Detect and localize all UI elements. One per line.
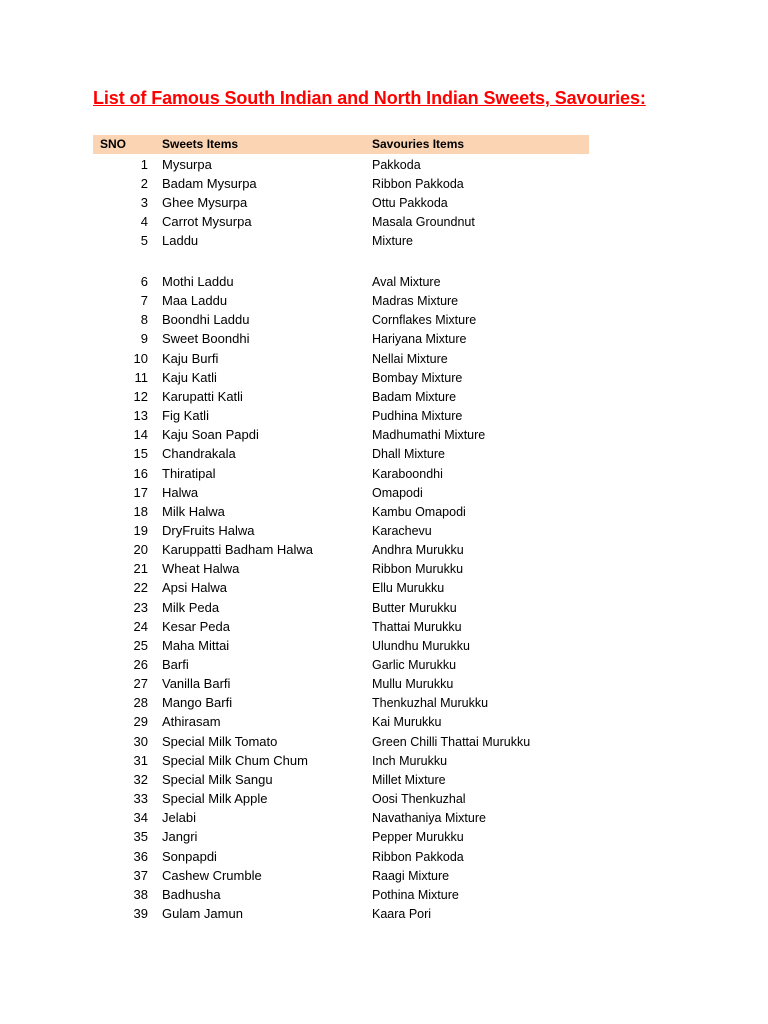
- cell-sno: 22: [133, 580, 148, 596]
- cell-savoury-item: Karaboondhi: [372, 466, 443, 481]
- cell-sweet-item: Mothi Laddu: [162, 274, 234, 289]
- cell-sno: 5: [140, 233, 148, 249]
- table-row: [93, 427, 589, 446]
- cell-sweet-item: Special Milk Sangu: [162, 771, 273, 787]
- cell-savoury-item: Aval Mixture: [372, 275, 441, 289]
- table-row: [93, 753, 589, 772]
- cell-sweet-item: Mango Barfi: [162, 695, 233, 711]
- cell-sno: 16: [133, 465, 148, 481]
- cell-sweet-item: Chandrakala: [162, 446, 236, 462]
- table-row: [93, 504, 589, 523]
- cell-savoury-item: Madras Mixture: [372, 294, 459, 309]
- cell-sno: 26: [133, 657, 148, 672]
- cell-savoury-item: Garlic Murukku: [372, 658, 457, 672]
- cell-savoury-item: Ribbon Murukku: [372, 562, 464, 577]
- cell-sweet-item: Cashew Crumble: [162, 867, 262, 883]
- cell-sno: 11: [134, 369, 148, 385]
- cell-savoury-item: Mullu Murukku: [372, 677, 454, 692]
- table-row: [93, 638, 589, 657]
- cell-sweet-item: Badhusha: [162, 886, 221, 902]
- table-row: [93, 485, 589, 504]
- cell-savoury-item: Ulundhu Murukku: [372, 638, 470, 653]
- cell-sweet-item: Gulam Jamun: [162, 905, 243, 921]
- cell-savoury-item: Ellu Murukku: [372, 581, 445, 596]
- table-row: [93, 887, 589, 906]
- table-row: [93, 868, 589, 887]
- cell-sno: 14: [133, 427, 148, 443]
- cell-sweet-item: Special Milk Apple: [162, 791, 268, 807]
- cell-savoury-item: Hariyana Mixture: [372, 332, 467, 347]
- cell-savoury-item: Madhumathi Mixture: [372, 428, 486, 443]
- cell-savoury-item: Andhra Murukku: [372, 543, 464, 558]
- cell-sno: 31: [133, 752, 148, 768]
- cell-savoury-item: Green Chilli Thattai Murukku: [372, 734, 531, 749]
- table-row: [93, 408, 589, 427]
- cell-savoury-item: Raagi Mixture: [372, 868, 450, 883]
- page-title: List of Famous South Indian and North Indian Sweets, Savouries:: [93, 88, 646, 108]
- table-row: [93, 466, 589, 485]
- cell-sno: 30: [133, 733, 148, 749]
- cell-sno: 2: [140, 176, 148, 192]
- cell-sweet-item: Special Milk Chum Chum: [162, 752, 308, 768]
- cell-sweet-item: Vanilla Barfi: [162, 676, 231, 692]
- cell-sweet-item: Mysurpa: [162, 157, 212, 172]
- cell-sno: 19: [133, 522, 148, 538]
- table-row: [93, 331, 589, 350]
- cell-savoury-item: Dhall Mixture: [372, 447, 445, 462]
- cell-sweet-item: Jelabi: [162, 810, 196, 826]
- cell-sno: 1: [140, 157, 148, 172]
- cell-sno: 32: [133, 771, 148, 787]
- cell-sno: 15: [133, 446, 148, 462]
- cell-sweet-item: Badam Mysurpa: [162, 176, 257, 192]
- cell-savoury-item: Thattai Murukku: [372, 619, 462, 634]
- cell-sno: 23: [133, 599, 148, 615]
- table-row: [93, 446, 589, 465]
- cell-sno: 34: [133, 810, 148, 826]
- cell-sno: 12: [133, 388, 148, 404]
- cell-savoury-item: Butter Murukku: [372, 600, 457, 615]
- cell-sno: 4: [140, 214, 148, 230]
- table-row: [93, 370, 589, 389]
- table-row: [93, 829, 589, 848]
- table-row: [93, 734, 589, 753]
- table-row: [93, 619, 589, 638]
- cell-sno: 33: [133, 791, 148, 807]
- cell-savoury-item: Ribbon Pakkoda: [372, 177, 464, 192]
- table-row: [93, 849, 589, 868]
- cell-sno: 35: [133, 829, 148, 845]
- cell-sweet-item: Maa Laddu: [162, 293, 228, 309]
- cell-savoury-item: Mixture: [372, 234, 413, 249]
- cell-sweet-item: Kaju Katli: [162, 369, 217, 385]
- cell-savoury-item: Masala Groundnut: [372, 215, 475, 230]
- table-row: [93, 600, 589, 619]
- table-row: [93, 351, 589, 370]
- cell-savoury-item: Oosi Thenkuzhal: [372, 792, 466, 807]
- table-row: [93, 714, 589, 733]
- table-row: [93, 176, 589, 195]
- cell-sweet-item: Milk Peda: [162, 599, 220, 615]
- cell-sweet-item: Thiratipal: [162, 465, 216, 481]
- table-row: [93, 389, 589, 408]
- cell-sweet-item: Karuppatti Badham Halwa: [162, 542, 314, 558]
- table-row: [93, 791, 589, 810]
- cell-sweet-item: Apsi Halwa: [162, 580, 228, 596]
- cell-savoury-item: Karachevu: [372, 523, 432, 538]
- cell-sweet-item: Kaju Burfi: [162, 350, 219, 366]
- cell-savoury-item: Kambu Omapodi: [372, 504, 466, 519]
- table-row: [93, 233, 589, 252]
- cell-sno: 27: [133, 676, 148, 692]
- cell-sweet-item: Sonpapdi: [162, 848, 217, 864]
- cell-savoury-item: Badam Mixture: [372, 389, 457, 404]
- header-sweets: Sweets Items: [162, 137, 239, 151]
- cell-sno: 25: [133, 637, 148, 653]
- cell-sweet-item: Boondhi Laddu: [162, 312, 250, 328]
- cell-savoury-item: Pothina Mixture: [372, 887, 459, 902]
- cell-sno: 3: [140, 195, 148, 211]
- cell-savoury-item: Ribbon Pakkoda: [372, 849, 464, 864]
- cell-sno: 20: [133, 542, 148, 558]
- cell-savoury-item: Nellai Mixture: [372, 351, 448, 366]
- table-row: [93, 523, 589, 542]
- table-row: [93, 561, 589, 580]
- cell-savoury-item: Bombay Mixture: [372, 370, 463, 385]
- cell-sno: 38: [133, 886, 148, 902]
- cell-sweet-item: Sweet Boondhi: [162, 331, 250, 347]
- cell-sweet-item: Halwa: [162, 484, 199, 500]
- header-sno: SNO: [100, 137, 127, 151]
- table-header: [93, 135, 589, 154]
- cell-savoury-item: Kaara Pori: [372, 906, 432, 921]
- table-row: [93, 157, 589, 176]
- cell-savoury-item: Pakkoda: [372, 158, 421, 172]
- cell-savoury-item: Pudhina Mixture: [372, 409, 463, 424]
- cell-sno: 21: [133, 561, 148, 577]
- cell-savoury-item: Ottu Pakkoda: [372, 196, 448, 211]
- cell-sweet-item: Barfi: [162, 657, 189, 672]
- table-row: [93, 657, 589, 676]
- cell-sno: 18: [133, 503, 148, 519]
- cell-savoury-item: Inch Murukku: [372, 753, 448, 768]
- table-row: [93, 312, 589, 331]
- header-savouries: Savouries Items: [372, 137, 465, 151]
- table-row: [93, 214, 589, 233]
- cell-sno: 36: [133, 848, 148, 864]
- cell-sno: 8: [140, 312, 148, 328]
- cell-sweet-item: Carrot Mysurpa: [162, 214, 252, 230]
- cell-sno: 9: [140, 331, 148, 347]
- table-row: [93, 810, 589, 829]
- table-row: [93, 695, 589, 714]
- cell-sweet-item: Laddu: [162, 233, 199, 249]
- cell-sweet-item: Ghee Mysurpa: [162, 195, 248, 211]
- cell-savoury-item: Omapodi: [372, 485, 423, 500]
- table-row: [93, 580, 589, 599]
- cell-sno: 29: [133, 714, 148, 730]
- cell-sno: 24: [133, 618, 148, 634]
- table-row: [93, 195, 589, 214]
- cell-sweet-item: Maha Mittai: [162, 637, 230, 653]
- cell-sweet-item: Fig Katli: [162, 408, 209, 424]
- cell-sno: 17: [133, 484, 148, 500]
- cell-sweet-item: Milk Halwa: [162, 503, 225, 519]
- cell-sweet-item: Kaju Soan Papdi: [162, 427, 259, 443]
- cell-sno: 37: [133, 867, 148, 883]
- cell-sweet-item: Special Milk Tomato: [162, 733, 278, 749]
- cell-savoury-item: Millet Mixture: [372, 772, 446, 787]
- table-row: [93, 274, 589, 293]
- cell-savoury-item: Thenkuzhal Murukku: [372, 696, 489, 711]
- cell-savoury-item: Navathaniya Mixture: [372, 811, 486, 826]
- cell-sno: 10: [133, 350, 148, 366]
- cell-sno: 13: [133, 408, 148, 424]
- cell-sweet-item: DryFruits Halwa: [162, 522, 255, 538]
- cell-sweet-item: Wheat Halwa: [162, 561, 240, 577]
- table-row: [93, 676, 589, 695]
- cell-sweet-item: Jangri: [162, 829, 198, 845]
- cell-savoury-item: Pepper Murukku: [372, 830, 464, 845]
- cell-savoury-item: Cornflakes Mixture: [372, 313, 477, 328]
- cell-sweet-item: Karupatti Katli: [162, 388, 243, 404]
- table-row: [93, 772, 589, 791]
- cell-sno: 7: [140, 293, 148, 309]
- cell-sno: 39: [133, 905, 148, 921]
- cell-sno: 28: [133, 695, 148, 711]
- table-row: [93, 293, 589, 312]
- table-row: [93, 906, 589, 925]
- cell-sweet-item: Kesar Peda: [162, 618, 230, 634]
- cell-sweet-item: Athirasam: [162, 714, 221, 730]
- cell-savoury-item: Kai Murukku: [372, 715, 442, 730]
- cell-sno: 6: [140, 274, 148, 289]
- table-row: [93, 542, 589, 561]
